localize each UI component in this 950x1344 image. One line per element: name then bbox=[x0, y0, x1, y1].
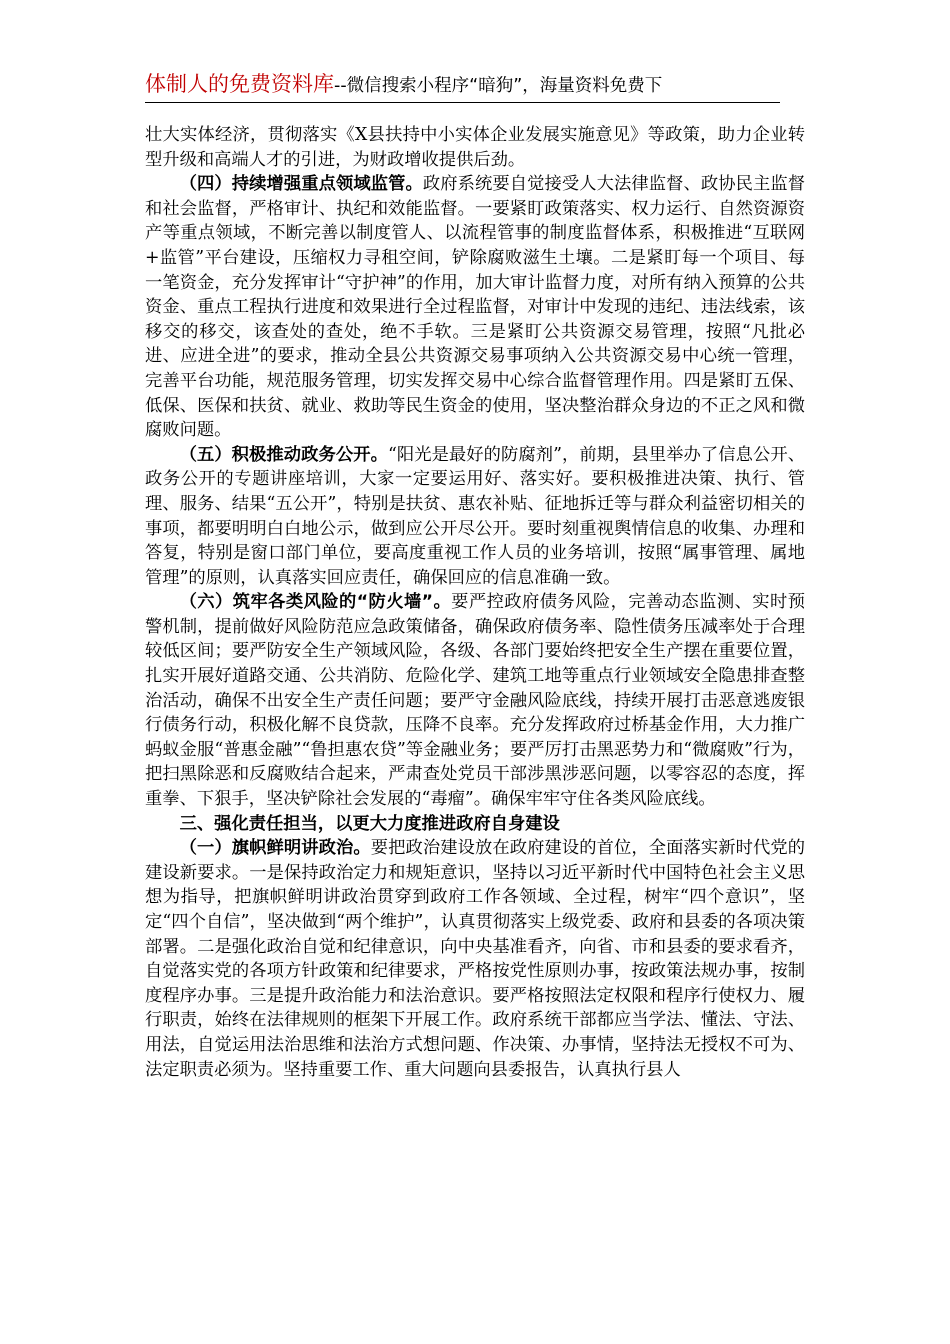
paragraph-text: 要把政治建设放在政府建设的首位，全面落实新时代党的建设新要求。一是保持政治定力和规矩意识，坚持以习近平新时代中国特色社会主义思想为指导，把旗帜鲜明讲政治贯穿到政府工作各领域、全过程，树牢“四个意识”，坚定“四个自信”，坚决做到“两个维护”，认真贯彻落实上级党委、政府和县委的各项决策部署。二是强化政治自觉和纪律意识，向中央基准看齐，向省、市和县委的要求看齐，自觉落实党的各项方针政策和纪律要求，严格按党性原则办事，按政策法规办事，按制度程序办事。三是提升政治能力和法治意识。要严格按照法定权限和程序行使权力、履行职责，始终在法律规则的框架下开展工作。政府系统干部都应当学法、懂法、守法、用法，自觉运用法治思维和法治方式想问题、作决策、办事情，坚持法无授权不可为、法定职责必须为。坚持重要工作、重大问题向县委报告，认真执行县人 bbox=[145, 838, 805, 1080]
document-body bbox=[145, 123, 805, 1082]
paragraph-heading: （六）筑牢各类风险的“防火墙”。 bbox=[179, 592, 452, 613]
header-tagline: --微信搜索小程序“暗狗”，海量资料免费下 bbox=[334, 76, 663, 96]
paragraph-text: 政府系统要自觉接受人大法律监督、政协民主监督和社会监督，严格审计、执纪和效能监督。一要紧盯政策落实、权力运行、自然资源资产等重点领域，不断完善以制度管人、以流程管事的制度监督体系，积极推进“互联网+监管”平台建设，压缩权力寻租空间，铲除腐败滋生土壤。二是紧盯每一个项目、每一笔资金，充分发挥审计“守护神”的作用，加大审计监督力度，对所有纳入预算的公共资金、重点工程执行进度和效果进行全过程监督，对审计中发现的违纪、违法线索，该移交的移交，该查处的查处，绝不手软。三是紧盯公共资源交易管理，按照“凡批必进、应进全进”的要求，推动全县公共资源交易事项纳入公共资源交易中心统一管理，完善平台功能，规范服务管理，切实发挥交易中心综合监督管理作用。四是紧盯五保、低保、医保和扶贫、就业、救助等民生资金的使用，坚决整治群众身边的不正之风和微腐败问题。 bbox=[145, 174, 805, 441]
paragraph-section-6 bbox=[145, 590, 805, 811]
paragraph-section-5 bbox=[145, 443, 805, 591]
paragraph-heading: （四）持续增强重点领域监管。 bbox=[179, 174, 423, 195]
paragraph-text: 壮大实体经济，贯彻落实《X县扶持中小实体企业发展实施意见》等政策，助力企业转型升级和高端人才的引进，为财政增收提供后劲。 bbox=[145, 125, 805, 170]
header-brand-title: 体制人的免费资料库 bbox=[145, 72, 334, 96]
paragraph-heading: （一）旗帜鲜明讲政治。 bbox=[179, 838, 371, 859]
paragraph-text: 要严控政府债务风险，完善动态监测、实时预警机制，提前做好风险防范应急政策储备，确保政府债务率、隐性债务压减率处于合理较低区间；要严防安全生产领域风险，各级、各部门要始终把安全生产摆在重要位置，扎实开展好道路交通、公共消防、危险化学、建筑工地等重点行业领域安全隐患排查整治活动，确保不出安全生产责任问题；要严守金融风险底线，持续开展打击恶意逃废银行债务行动，积极化解不良贷款，压降不良率。充分发挥政府过桥基金作用，大力推广蚂蚁金服“普惠金融”“鲁担惠农贷”等金融业务；要严厉打击黑恶势力和“微腐败”行为，把扫黑除恶和反腐败结合起来，严肃查处党员干部涉黑涉恶问题，以零容忍的态度，挥重拳、下狠手，坚决铲除社会发展的“毒瘤”。确保牢牢守住各类风险底线。 bbox=[145, 592, 805, 810]
paragraph-section-4 bbox=[145, 172, 805, 443]
paragraph-continued bbox=[145, 123, 805, 172]
page-header bbox=[145, 66, 780, 103]
paragraph-text: “阳光是最好的防腐剂”，前期，县里举办了信息公开、政务公开的专题讲座培训，大家一定要运用好、落实好。要积极推进决策、执行、管理、服务、结果“五公开”，特别是扶贫、惠农补贴、征地拆迁等与群众利益密切相关的事项，都要明明白白地公示，做到应公开尽公开。要时刻重视舆情信息的收集、办理和答复，特别是窗口部门单位，要高度重视工作人员的业务培训，按照“属事管理、属地管理”的原则，认真落实回应责任，确保回应的信息准确一致。 bbox=[145, 444, 805, 588]
paragraph-subsection-1 bbox=[145, 836, 805, 1082]
paragraph-heading: （五）积极推动政务公开。 bbox=[179, 444, 388, 465]
section-heading: 三、强化责任担当，以更大力度推进政府自身建设 bbox=[179, 813, 560, 834]
